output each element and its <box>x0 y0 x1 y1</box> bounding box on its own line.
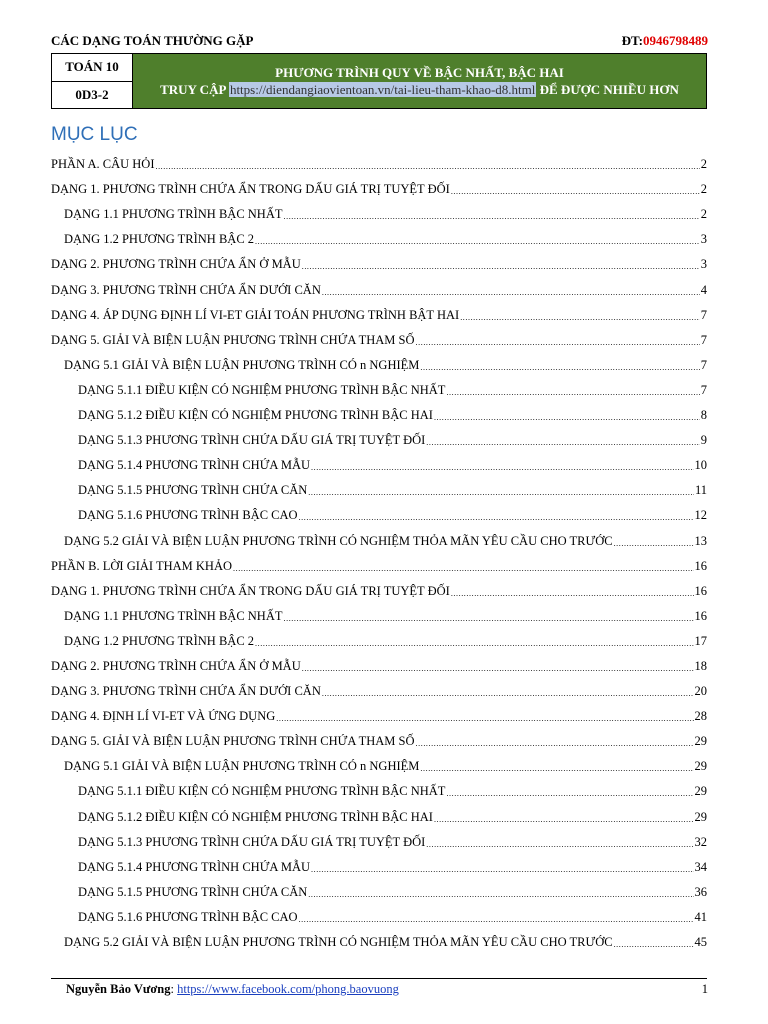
toc-entry-page: 28 <box>694 709 707 724</box>
toc-leader-dots <box>308 488 694 498</box>
toc-leader-dots <box>416 338 700 348</box>
toc-entry[interactable] <box>51 828 707 853</box>
toc-entry-title: DẠNG 2. PHƯƠNG TRÌNH CHỨA ẨN Ở MẪU <box>51 658 301 673</box>
toc-entry-page: 3 <box>700 232 707 247</box>
toc-entry-page: 12 <box>694 508 707 523</box>
toc-entry-title: DẠNG 5.1.3 PHƯƠNG TRÌNH CHỨA DẤU GIÁ TRỊ TUYỆT ĐỐI <box>78 834 426 849</box>
toc-entry-title: DẠNG 5.1.2 ĐIỀU KIỆN CÓ NGHIỆM PHƯƠNG TRÌNH BẬC HAI <box>78 809 433 824</box>
toc-entry[interactable] <box>51 577 707 602</box>
access-line <box>160 81 679 98</box>
toc-leader-dots <box>460 313 700 323</box>
toc-entry[interactable] <box>51 200 707 225</box>
toc-entry[interactable] <box>51 652 707 677</box>
table-of-contents <box>51 150 707 953</box>
toc-leader-dots <box>255 237 700 247</box>
toc-leader-dots <box>308 890 693 900</box>
toc-entry-title: DẠNG 5.2 GIẢI VÀ BIỆN LUẬN PHƯƠNG TRÌNH CÓ NGHIỆM THỎA MÃN YÊU CẦU CHO TRƯỚC <box>64 533 613 548</box>
toc-entry-page: 11 <box>694 483 707 498</box>
toc-leader-dots <box>451 589 694 599</box>
toc-entry[interactable] <box>51 175 707 200</box>
lesson-code: 0D3-2 <box>52 81 132 109</box>
toc-entry[interactable] <box>51 275 707 300</box>
toc-entry-page: 2 <box>700 207 707 222</box>
toc-entry-title: PHẦN B. LỜI GIẢI THAM KHẢO <box>51 558 233 573</box>
access-suffix: ĐỂ ĐƯỢC NHIỀU HƠN <box>536 82 679 97</box>
toc-entry-title: DẠNG 3. PHƯƠNG TRÌNH CHỨA ẨN DƯỚI CĂN <box>51 684 321 699</box>
toc-leader-dots <box>233 564 693 574</box>
toc-entry-page: 16 <box>694 608 707 623</box>
toc-entry-page: 18 <box>694 658 707 673</box>
toc-entry-title: DẠNG 5.1.4 PHƯƠNG TRÌNH CHỨA MẪU <box>78 859 311 874</box>
toc-leader-dots <box>426 438 699 448</box>
access-link[interactable]: https://diendangiaovientoan.vn/tai-lieu-tham-khao-d8.html <box>229 82 536 97</box>
toc-leader-dots <box>446 388 699 398</box>
toc-entry-page: 13 <box>694 533 707 548</box>
toc-leader-dots <box>614 940 694 950</box>
toc-leader-dots <box>322 689 694 699</box>
toc-entry[interactable] <box>51 526 707 551</box>
toc-entry-title: DẠNG 5.1 GIẢI VÀ BIỆN LUẬN PHƯƠNG TRÌNH CÓ n NGHIỆM <box>64 759 420 774</box>
toc-entry-title: DẠNG 2. PHƯƠNG TRÌNH CHỨA ẨN Ở MẪU <box>51 257 301 272</box>
toc-entry-title: DẠNG 1. PHƯƠNG TRÌNH CHỨA ẨN TRONG DẤU GIÁ TRỊ TUYỆT ĐỐI <box>51 583 450 598</box>
page-number: 1 <box>701 982 708 996</box>
toc-leader-dots <box>311 865 693 875</box>
toc-entry[interactable] <box>51 878 707 903</box>
toc-leader-dots <box>299 915 694 925</box>
phone-number: 0946798489 <box>643 33 708 48</box>
toc-entry-page: 34 <box>694 859 707 874</box>
page-footer <box>66 982 708 997</box>
toc-entry-page: 16 <box>694 558 707 573</box>
toc-entry-page: 36 <box>694 884 707 899</box>
document-series-title: CÁC DẠNG TOÁN THƯỜNG GẶP <box>51 33 254 48</box>
toc-entry[interactable] <box>51 401 707 426</box>
toc-leader-dots <box>299 513 694 523</box>
toc-entry-page: 7 <box>700 357 707 372</box>
toc-entry-title: DẠNG 5.1.1 ĐIỀU KIỆN CÓ NGHIỆM PHƯƠNG TRÌNH BẬC NHẤT <box>78 784 446 799</box>
toc-leader-dots <box>446 789 693 799</box>
toc-leader-dots <box>451 187 700 197</box>
toc-entry-title: DẠNG 5.1.2 ĐIỀU KIỆN CÓ NGHIỆM PHƯƠNG TRÌNH BẬC HAI <box>78 408 433 423</box>
toc-entry-page: 41 <box>694 909 707 924</box>
toc-entry-page: 29 <box>694 734 707 749</box>
toc-entry[interactable] <box>51 376 707 401</box>
toc-entry-page: 3 <box>700 257 707 272</box>
toc-entry-title: DẠNG 5.1.4 PHƯƠNG TRÌNH CHỨA MẪU <box>78 458 311 473</box>
toc-entry-page: 4 <box>700 282 707 297</box>
toc-leader-dots <box>434 413 700 423</box>
topic-panel <box>133 54 706 108</box>
toc-entry-title: DẠNG 1.2 PHƯƠNG TRÌNH BẬC 2 <box>64 232 255 247</box>
toc-entry[interactable] <box>51 777 707 802</box>
toc-entry[interactable] <box>51 451 707 476</box>
toc-entry-page: 2 <box>700 182 707 197</box>
toc-entry[interactable] <box>51 928 707 953</box>
toc-entry[interactable] <box>51 903 707 928</box>
toc-entry[interactable] <box>51 225 707 250</box>
toc-entry-page: 7 <box>700 307 707 322</box>
author-name: Nguyễn Bảo Vương <box>66 982 171 996</box>
toc-leader-dots <box>284 212 700 222</box>
toc-entry-page: 20 <box>694 684 707 699</box>
toc-entry-page: 7 <box>700 332 707 347</box>
toc-leader-dots <box>322 288 700 298</box>
toc-leader-dots <box>416 739 694 749</box>
toc-heading: MỤC LỤC <box>51 124 138 145</box>
toc-entry-page: 17 <box>694 633 707 648</box>
toc-leader-dots <box>311 463 693 473</box>
toc-entry-title: DẠNG 5.2 GIẢI VÀ BIỆN LUẬN PHƯƠNG TRÌNH CÓ NGHIỆM THỎA MÃN YÊU CẦU CHO TRƯỚC <box>64 935 613 949</box>
subject-label: TOÁN 10 <box>52 54 132 81</box>
toc-entry-page: 7 <box>700 382 707 397</box>
toc-entry[interactable] <box>51 702 707 727</box>
access-prefix: TRUY CẬP <box>160 82 229 97</box>
toc-entry-title: DẠNG 1.1 PHƯƠNG TRÌNH BẬC NHẤT <box>64 608 283 623</box>
toc-entry-title: DẠNG 5. GIẢI VÀ BIỆN LUẬN PHƯƠNG TRÌNH CHỨA THAM SỐ <box>51 332 415 347</box>
subject-code-column <box>52 54 133 108</box>
toc-entry-page: 45 <box>694 935 707 949</box>
toc-entry-title: DẠNG 5.1.3 PHƯƠNG TRÌNH CHỨA DẤU GIÁ TRỊ TUYỆT ĐỐI <box>78 433 426 448</box>
toc-entry[interactable] <box>51 727 707 752</box>
toc-leader-dots <box>420 363 699 373</box>
toc-entry-page: 8 <box>700 408 707 423</box>
toc-entry-page: 29 <box>694 759 707 774</box>
toc-leader-dots <box>284 614 694 624</box>
toc-leader-dots <box>434 815 694 825</box>
toc-entry-page: 16 <box>694 583 707 598</box>
toc-leader-dots <box>426 840 693 850</box>
toc-entry-title: PHẦN A. CÂU HỎI <box>51 157 155 172</box>
toc-entry-title: DẠNG 5.1.5 PHƯƠNG TRÌNH CHỨA CĂN <box>78 884 308 899</box>
topic-title: PHƯƠNG TRÌNH QUY VỀ BẬC NHẤT, BẬC HAI <box>275 65 564 80</box>
toc-entry[interactable] <box>51 602 707 627</box>
phone-label: ĐT: <box>621 33 643 48</box>
toc-entry-title: DẠNG 4. ÁP DỤNG ĐỊNH LÍ VI-ET GIẢI TOÁN PHƯƠNG TRÌNH BẬT HAI <box>51 307 460 322</box>
footer-divider <box>51 978 707 979</box>
toc-leader-dots <box>302 664 694 674</box>
toc-entry[interactable] <box>51 426 707 451</box>
toc-entry[interactable] <box>51 150 707 175</box>
toc-entry[interactable] <box>51 752 707 777</box>
phone-contact <box>622 33 708 49</box>
toc-entry[interactable] <box>51 802 707 827</box>
toc-entry-title: DẠNG 1.1 PHƯƠNG TRÌNH BẬC NHẤT <box>64 207 283 222</box>
toc-entry-title: DẠNG 5.1 GIẢI VÀ BIỆN LUẬN PHƯƠNG TRÌNH CÓ n NGHIỆM <box>64 357 420 372</box>
toc-entry[interactable] <box>51 853 707 878</box>
toc-entry-page: 29 <box>694 809 707 824</box>
toc-entry[interactable] <box>51 552 707 577</box>
toc-leader-dots <box>155 162 699 172</box>
toc-entry-title: DẠNG 5.1.6 PHƯƠNG TRÌNH BẬC CAO <box>78 909 298 924</box>
toc-entry[interactable] <box>51 351 707 376</box>
toc-entry-title: DẠNG 1. PHƯƠNG TRÌNH CHỨA ẨN TRONG DẤU GIÁ TRỊ TUYỆT ĐỐI <box>51 182 450 197</box>
toc-entry-title: DẠNG 3. PHƯƠNG TRÌNH CHỨA ẨN DƯỚI CĂN <box>51 282 321 297</box>
toc-entry[interactable] <box>51 627 707 652</box>
footer-separator: : <box>170 982 178 996</box>
toc-entry-title: DẠNG 4. ĐỊNH LÍ VI-ET VÀ ỨNG DỤNG <box>51 709 276 724</box>
toc-entry[interactable] <box>51 301 707 326</box>
toc-leader-dots <box>276 714 693 724</box>
toc-leader-dots <box>255 639 693 649</box>
toc-entry-title: DẠNG 5.1.6 PHƯƠNG TRÌNH BẬC CAO <box>78 508 298 523</box>
toc-entry-page: 10 <box>694 458 707 473</box>
toc-entry[interactable] <box>51 250 707 275</box>
toc-entry[interactable] <box>51 501 707 526</box>
toc-entry-title: DẠNG 5.1.1 ĐIỀU KIỆN CÓ NGHIỆM PHƯƠNG TRÌNH BẬC NHẤT <box>78 382 446 397</box>
toc-entry-page: 32 <box>694 834 707 849</box>
toc-leader-dots <box>614 539 694 549</box>
toc-entry-title: DẠNG 5. GIẢI VÀ BIỆN LUẬN PHƯƠNG TRÌNH CHỨA THAM SỐ <box>51 734 415 749</box>
toc-entry-title: DẠNG 5.1.5 PHƯƠNG TRÌNH CHỨA CĂN <box>78 483 308 498</box>
toc-leader-dots <box>420 764 693 774</box>
title-banner <box>51 53 707 109</box>
toc-entry[interactable] <box>51 677 707 702</box>
running-header <box>51 33 708 51</box>
facebook-link[interactable]: https://www.facebook.com/phong.baovuong <box>177 982 399 996</box>
toc-entry[interactable] <box>51 326 707 351</box>
toc-entry[interactable] <box>51 476 707 501</box>
toc-entry-title: DẠNG 1.2 PHƯƠNG TRÌNH BẬC 2 <box>64 633 255 648</box>
toc-entry-page: 2 <box>700 157 707 172</box>
toc-entry-page: 9 <box>700 433 707 448</box>
toc-entry-page: 29 <box>694 784 707 799</box>
toc-leader-dots <box>302 262 700 272</box>
